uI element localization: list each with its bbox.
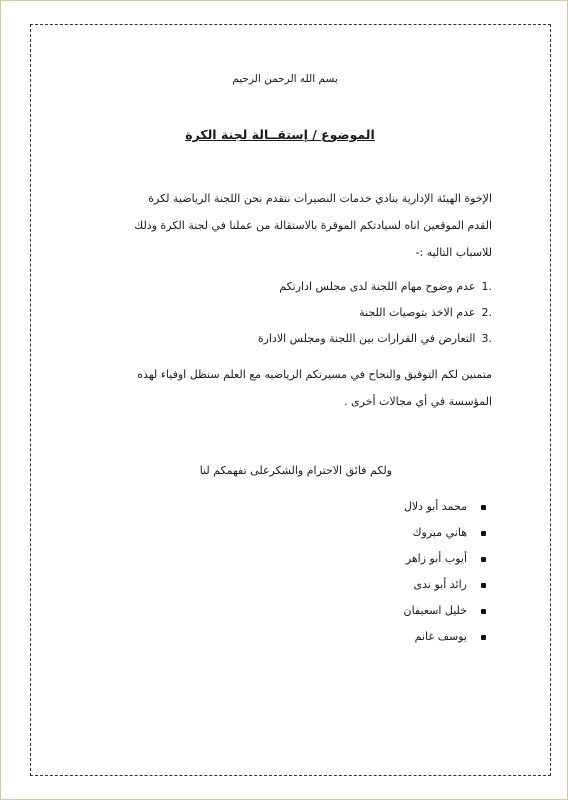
signatory-name: رائد أبو ندى	[413, 578, 467, 591]
basmala: بسم الله الرحمن الرحيم	[232, 73, 338, 85]
paragraph-line: متمنين لكم التوفيق والنجاح في مسيرتكم الرياضيه مع العلم سنظل اوفياء لهذه	[137, 368, 492, 381]
bullet-icon	[481, 531, 486, 536]
list-item	[286, 630, 486, 656]
list-item	[286, 578, 486, 604]
paragraph-line: المؤسسة في أي مجالات أخرى .	[344, 395, 492, 408]
numbered-item	[279, 280, 492, 293]
paragraph-line: القدم الموقعين اناه لسيادتكم الموقرة بالاستقالة من عملنا في لجنة الكرة وذلك	[134, 219, 492, 232]
numbered-item	[258, 332, 492, 345]
signatory-name: خليل اسعيفان	[403, 604, 467, 617]
item-text: عدم الاخذ بتوصيات اللجنة	[359, 306, 476, 319]
item-text: التعارض في القرارات بين اللجنة ومجلس الادارة	[257, 332, 476, 345]
numbered-item	[359, 306, 492, 319]
item-number: .3	[481, 332, 492, 345]
subject-title: الموضوع / إستقــالة لجنة الكرة	[185, 127, 375, 142]
bullet-icon	[481, 583, 486, 588]
bullet-icon	[481, 557, 486, 562]
closing-line: ولكم فائق الاحترام والشكرعلى تفهمكم لنا	[199, 464, 392, 477]
signatory-name: محمد أبو دلال	[403, 500, 467, 513]
paragraph-line: الإخوة الهيئة الإدارية بنادي خدمات النصيرات نتقدم نحن اللجنة الرياضية لكرة	[148, 192, 492, 205]
signatory-name: يوسف غانم	[414, 630, 467, 643]
item-text: عدم وضوح مهام اللجنة لدى مجلس ادارتكم	[279, 280, 476, 293]
list-item	[286, 526, 486, 552]
item-number: .2	[481, 306, 492, 319]
bullet-icon	[481, 505, 486, 510]
bullet-icon	[481, 609, 486, 614]
signatory-name: أيوب أبو زاهر	[405, 552, 467, 565]
item-number: .1	[481, 280, 492, 293]
list-item	[286, 604, 486, 630]
paragraph-line: للاسباب التاليه :-	[415, 246, 492, 259]
list-item	[286, 500, 486, 526]
signatory-name: هاني مبروك	[412, 526, 467, 539]
list-item	[286, 552, 486, 578]
signatories-list	[286, 500, 486, 656]
bullet-icon	[481, 635, 486, 640]
